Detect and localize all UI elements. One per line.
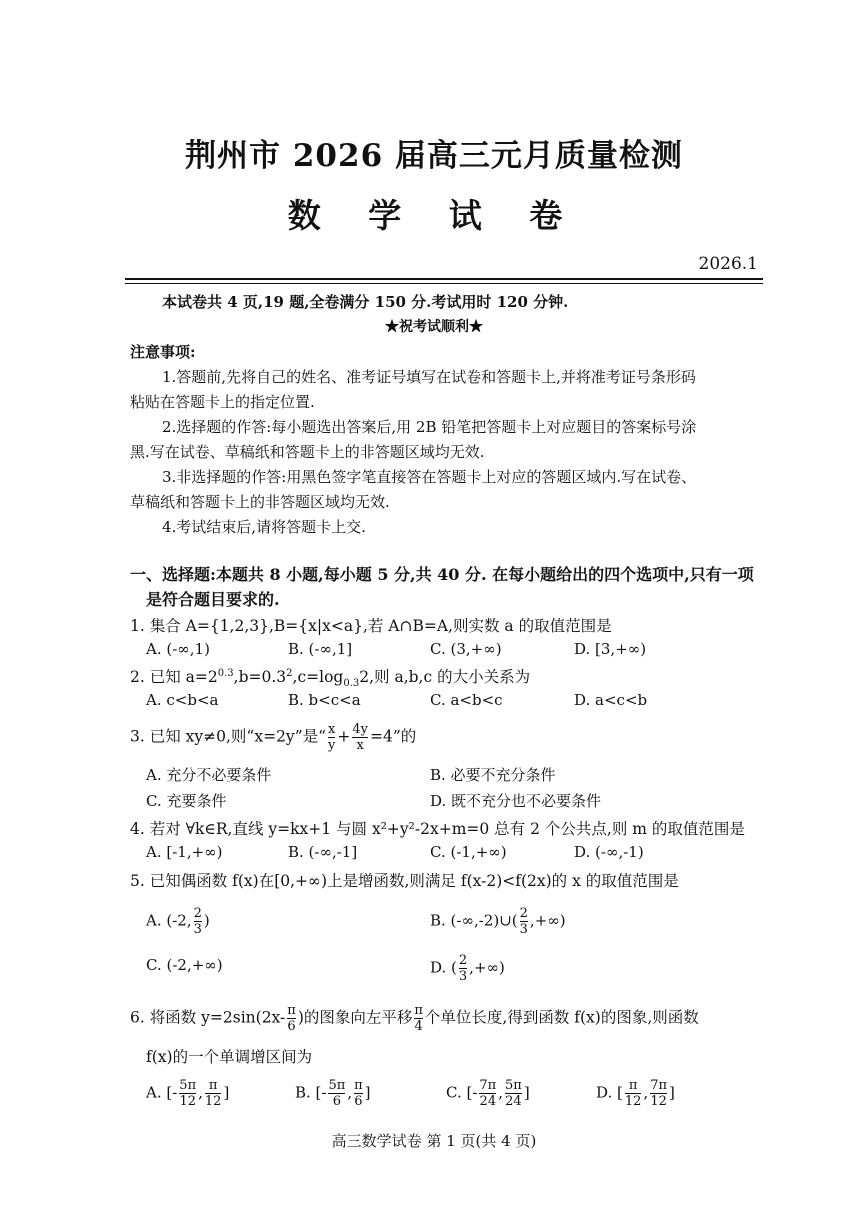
section-1-heading-cont: 是符合题目要求的. bbox=[146, 590, 280, 609]
note-1-line-1: 1.答题前,先将自己的姓名、准考证号填写在试卷和答题卡上,并将准考证号条形码 bbox=[162, 368, 696, 386]
q6-option-d: D. [ $\frac{\pi}{12}$ , $\frac{7\pi}{12}$ ] bbox=[596, 1078, 675, 1109]
q3-option-d: D. 既不充分也不必要条件 bbox=[430, 792, 602, 810]
q1-option-a: A. (-∞,1) bbox=[146, 640, 210, 658]
section-1-heading: 一、选择题:本题共 8 小题,每小题 5 分,共 40 分. 在每小题给出的四个选项中,只有一项 bbox=[130, 565, 754, 584]
question-6-stem: 6. 将函数 y=2sin(2x- $\frac{\pi}{6}$ )的图象向左平移 $\frac{\pi}{4}$ 个单位长度,得到函数 f(x)的图象,则函数 bbox=[130, 1003, 699, 1034]
fraction-x-over-y: $\frac{x}{y}$ bbox=[328, 722, 336, 753]
q2-option-a: A. c<b<a bbox=[146, 691, 219, 709]
q6-option-c: C. [- $\frac{7\pi}{24}$ , $\frac{5\pi}{24}$ ] bbox=[446, 1078, 530, 1109]
notes-heading: 注意事项: bbox=[130, 343, 196, 361]
question-4-stem: 4. 若对 ∀k∈R,直线 y=kx+1 与圆 x²+y²-2x+m=0 总有 2 个公共点,则 m 的取值范围是 bbox=[130, 820, 745, 838]
question-6-stem-cont: f(x)的一个单调增区间为 bbox=[146, 1048, 313, 1066]
q4-option-a: A. [-1,+∞) bbox=[146, 843, 223, 861]
q3-option-a: A. 充分不必要条件 bbox=[146, 766, 272, 784]
question-1-stem: 1. 集合 A={1,2,3},B={x|x<a},若 A∩B=A,则实数 a 的取值范围是 bbox=[130, 617, 612, 635]
page-footer: 高三数学试卷 第 1 页(共 4 页) bbox=[331, 1132, 537, 1150]
q5-option-d: D. ( $\frac{2}{3}$ ,+∞) bbox=[430, 953, 505, 984]
note-3-line-2: 草稿纸和答题卡上的非答题区域均无效. bbox=[130, 493, 390, 511]
note-3-line-1: 3.非选择题的作答:用黑色签字笔直接答在答题卡上对应的答题区域内.写在试卷、 bbox=[162, 468, 697, 486]
q4-option-b: B. (-∞,-1] bbox=[288, 843, 358, 861]
q5-option-a: A. (-2, $\frac{2}{3}$ ) bbox=[146, 906, 210, 937]
q5-option-b: B. (-∞,-2)∪( $\frac{2}{3}$ ,+∞) bbox=[430, 906, 566, 937]
question-5-stem: 5. 已知偶函数 f(x)在[0,+∞)上是增函数,则满足 f(x-2)<f(2x)的 x 的取值范围是 bbox=[130, 872, 679, 890]
note-2-line-1: 2.选择题的作答:每小题选出答案后,用 2B 铅笔把答题卡上对应题目的答案标号涂 bbox=[162, 418, 697, 436]
q4-option-c: C. (-1,+∞) bbox=[430, 843, 507, 861]
question-2-stem: 2. 已知 $a=2^{0.3},b=0.3^2,c=\log_{0.3}2$,则 a,b,c 的大小关系为 bbox=[130, 667, 531, 690]
q5-option-c: C. (-2,+∞) bbox=[146, 956, 223, 974]
note-4: 4.考试结束后,请将答题卡上交. bbox=[162, 518, 366, 536]
header-rule-thin bbox=[125, 283, 763, 284]
note-1-line-2: 粘贴在答题卡上的指定位置. bbox=[130, 393, 315, 411]
fraction-4y-over-x: $\frac{4y}{x}$ bbox=[352, 722, 369, 753]
q3-option-b: B. 必要不充分条件 bbox=[430, 766, 556, 784]
question-3-stem: 3. 已知 xy≠0,则“x=2y”是“ $\frac{x}{y}$ + $\frac{4y}{x}$ =4”的 bbox=[130, 722, 417, 753]
note-2-line-2: 黑.写在试卷、草稿纸和答题卡上的非答题区域均无效. bbox=[130, 443, 485, 461]
exam-subtitle: 数 学 试 卷 bbox=[287, 196, 581, 235]
q2-option-b: B. b<c<a bbox=[288, 691, 361, 709]
header-rule bbox=[125, 278, 763, 280]
exam-date: 2026.1 bbox=[698, 254, 758, 274]
good-luck-line: ★祝考试顺利★ bbox=[385, 319, 483, 335]
q1-option-c: C. (3,+∞) bbox=[430, 640, 502, 658]
q2-option-d: D. a<c<b bbox=[574, 691, 648, 709]
q2-option-c: C. a<b<c bbox=[430, 691, 503, 709]
q6-option-b: B. [- $\frac{5\pi}{6}$ , $\frac{\pi}{6}$ ] bbox=[295, 1078, 371, 1109]
q6-option-a: A. [- $\frac{5\pi}{12}$ , $\frac{\pi}{12}$ ] bbox=[146, 1078, 230, 1109]
q4-option-d: D. (-∞,-1) bbox=[574, 843, 644, 861]
exam-title: 荆州市 2026 届高三元月质量检测 bbox=[185, 138, 683, 174]
q1-option-d: D. [3,+∞) bbox=[574, 640, 647, 658]
q1-option-b: B. (-∞,1] bbox=[288, 640, 353, 658]
exam-intro: 本试卷共 4 页,19 题,全卷满分 150 分.考试用时 120 分钟. bbox=[162, 293, 569, 311]
q3-option-c: C. 充要条件 bbox=[146, 792, 227, 810]
